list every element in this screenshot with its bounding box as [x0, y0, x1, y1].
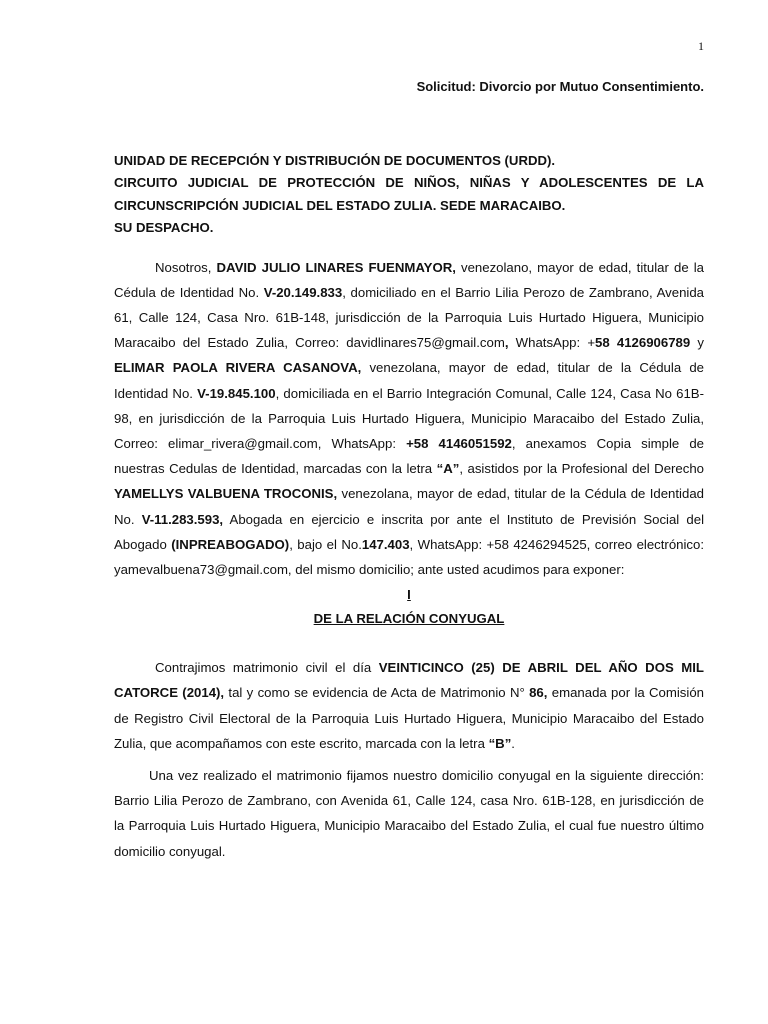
intro-paragraph: Nosotros, DAVID JULIO LINARES FUENMAYOR, venezolano, mayor de edad, titular de la Cédula de Identidad No. V-20.149.833, domiciliado en el Barrio Lilia Perozo de Zambrano, Avenida 61, Calle 124, Casa Nro. 61B-148, jurisdicción de la Parroquia Luis Hurtado Higuera, Municipio Maracaibo del Estado Zulia, Correo: davidlinares75@gmail.com, WhatsApp: +58 4126906789 y ELIMAR PAOLA RIVERA CASANOVA, venezolana, mayor de edad, titular de la Cédula de Identidad No. V-19.845.100, domiciliada en el Barrio Integración Comunal, Calle 124, Casa No 61B-98, en jurisdicción de la Parroquia Luis Hurtado Higuera, Municipio Maracaibo del Estado Zulia, Correo: elimar_rivera@gmail.com, WhatsApp: +58 4146051592, anexamos Copia simple de nuestras Cedulas de Identidad, marcadas con la letra “A”, asistidos por la Profesional del Derecho YAMELLYS VALBUENA TROCONIS, venezolana, mayor de edad, titular de la Cédula de Identidad No. V-11.283.593, Abogada en ejercicio e inscrita por ante el Instituto de Previsión Social del Abogado (INPREABOGADO), bajo el No.147.403, WhatsApp: +58 4246294525, correo electrónico: yamevalbuena73@gmail.com, del mismo domicilio; ante usted acudimos para exponer: [114, 259, 705, 578]
recipient-block [114, 150, 704, 240]
applicant-name-david: DAVID JULIO LINARES FUENMAYOR, [216, 259, 456, 275]
inpreabogado-label: (INPREABOGADO) [171, 536, 290, 552]
recipient-line-circuito: CIRCUITO JUDICIAL DE PROTECCIÓN DE NIÑOS, NIÑAS Y ADOLESCENTES DE LA [114, 175, 704, 191]
applicant-name-elimar: ELIMAR PAOLA RIVERA CASANOVA, [114, 360, 362, 376]
page-number: 1 [698, 39, 704, 53]
applicant-phone-david: 58 4126906789 [595, 335, 691, 351]
section-title: DE LA RELACIÓN CONYUGAL [313, 611, 505, 627]
domicile-paragraph: Una vez realizado el matrimonio fijamos nuestro domicilio conyugal en la siguiente dirección: Barrio Lilia Perozo de Zambrano, con Avenida 61, Calle 124, casa Nro. 61B-128, en jurisdicción de la Parroquia Luis Hurtado Higuera, Municipio Maracaibo del Estado Zulia, el cual fue nuestro último domicilio conyugal. [114, 768, 704, 859]
applicant-id-david: V-20.149.833 [263, 284, 343, 300]
applicant-id-elimar: V-19.845.100 [197, 385, 276, 401]
attorney-id: V-11.283.593, [141, 511, 224, 527]
annex-letter-b: “B” [488, 735, 512, 751]
recipient-line-circunscripcion: CIRCUNSCRIPCIÓN JUDICIAL DEL ESTADO ZULIA. SEDE MARACAIBO. [114, 197, 566, 213]
annex-letter-a: “A” [436, 461, 460, 477]
inpreabogado-number: 147.403 [361, 536, 410, 552]
applicant-phone-elimar: +58 4146051592 [406, 436, 512, 452]
section-number: I [407, 587, 411, 603]
attorney-name: YAMELLYS VALBUENA TROCONIS, [114, 486, 338, 502]
recipient-line-despacho: SU DESPACHO. [114, 220, 214, 236]
marriage-certificate-number: 86, [529, 685, 548, 701]
document-title: Solicitud: Divorcio por Mutuo Consentimiento. [416, 79, 704, 94]
marriage-date: VEINTICINCO (25) DE ABRIL DEL AÑO DOS MIL CATORCE (2014), [114, 660, 704, 701]
marriage-paragraph: Contrajimos matrimonio civil el día VEINTICINCO (25) DE ABRIL DEL AÑO DOS MIL CATORCE (2014), tal y como se evidencia de Acta de Matrimonio N° 86, emanada por la Comisión de Registro Civil Electoral de la Parroquia Luis Hurtado Higuera, Municipio Maracaibo del Estado Zulia, que acompañamos con este escrito, marcada con la letra “B”. [114, 660, 704, 751]
recipient-line-urdd: UNIDAD DE RECEPCIÓN Y DISTRIBUCIÓN DE DOCUMENTOS (URDD). [114, 153, 556, 168]
document-body [114, 150, 704, 864]
